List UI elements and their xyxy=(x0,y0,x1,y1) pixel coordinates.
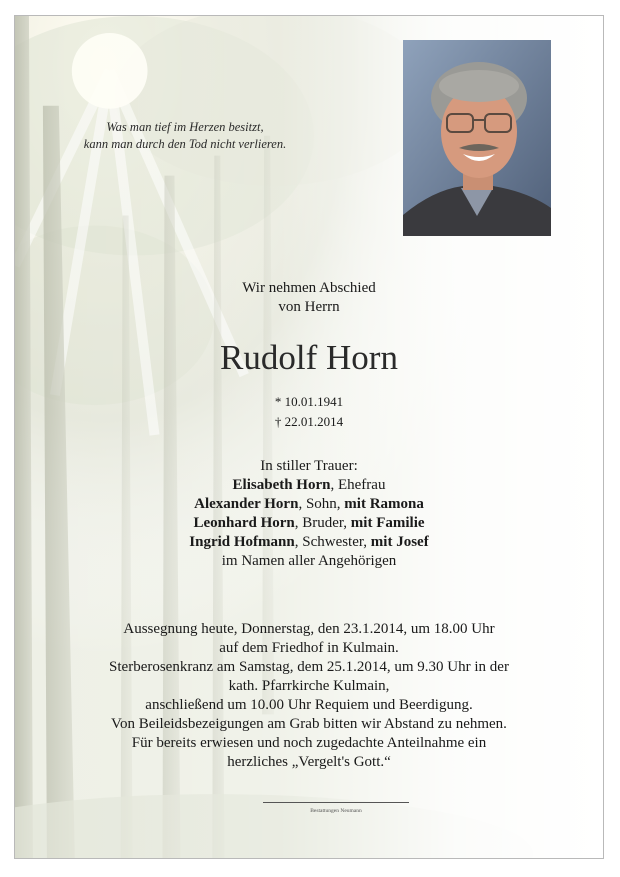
mourner-entry xyxy=(15,495,603,514)
mourner-name: Leonhard Horn xyxy=(193,515,295,531)
mourner-relation: , Bruder, xyxy=(294,515,351,531)
announcement-line: Sterberosenkranz am Samstag, dem 25.1.2014, um 9.30 Uhr in der xyxy=(109,659,509,675)
mourner-companion: mit Familie xyxy=(350,515,425,531)
farewell-line-1: Wir nehmen Abschied xyxy=(242,280,376,296)
announcement-line: Aussegnung heute, Donnerstag, den 23.1.2014, um 18.00 Uhr xyxy=(123,621,495,637)
quote-line-1: Was man tief im Herzen besitzt, xyxy=(106,120,264,134)
mourner-relation: , Schwester, xyxy=(294,534,371,550)
undertaker-credit: Bestattungen Neumann xyxy=(310,808,362,814)
farewell-line-2: von Herrn xyxy=(278,299,340,315)
mourners-closing: im Namen aller Angehörigen xyxy=(221,553,397,569)
obituary-card xyxy=(14,15,604,859)
funeral-announcement xyxy=(15,620,603,772)
announcement-line: Für bereits erwiesen und noch zugedachte Anteilnahme ein xyxy=(131,735,487,751)
mourner-companion: mit Josef xyxy=(370,534,429,550)
announcement-line: auf dem Friedhof in Kulmain. xyxy=(219,640,399,656)
mourners-heading: In stiller Trauer: xyxy=(260,458,358,474)
farewell-intro xyxy=(15,279,603,317)
mourner-relation: , Sohn, xyxy=(298,496,345,512)
announcement-line: anschließend um 10.00 Uhr Requiem und Beerdigung. xyxy=(145,697,473,713)
mourners-list xyxy=(15,457,603,571)
mourner-name: Ingrid Hofmann xyxy=(189,534,295,550)
deceased-name: Rudolf Horn xyxy=(220,338,398,377)
mourner-entry xyxy=(15,514,603,533)
mourner-companion: mit Ramona xyxy=(344,496,424,512)
announcement-line: kath. Pfarrkirche Kulmain, xyxy=(228,678,390,694)
death-date: † 22.01.2014 xyxy=(274,414,344,429)
announcement-line: Von Beileidsbezeigungen am Grab bitten wir Abstand zu nehmen. xyxy=(111,716,507,732)
announcement-line: herzliches „Vergelt's Gott.“ xyxy=(227,754,391,770)
quote-line-2: kann man durch den Tod nicht verlieren. xyxy=(83,137,287,151)
mourner-relation: , Ehefrau xyxy=(330,477,386,493)
portrait-photo xyxy=(403,40,551,236)
birth-date: * 10.01.1941 xyxy=(274,394,344,409)
mourner-name: Alexander Horn xyxy=(194,496,299,512)
memorial-quote xyxy=(55,119,315,153)
signature-divider xyxy=(263,802,409,803)
mourner-name: Elisabeth Horn xyxy=(232,477,331,493)
mourner-entry xyxy=(15,476,603,495)
life-dates xyxy=(15,392,603,432)
mourner-entry xyxy=(15,533,603,552)
